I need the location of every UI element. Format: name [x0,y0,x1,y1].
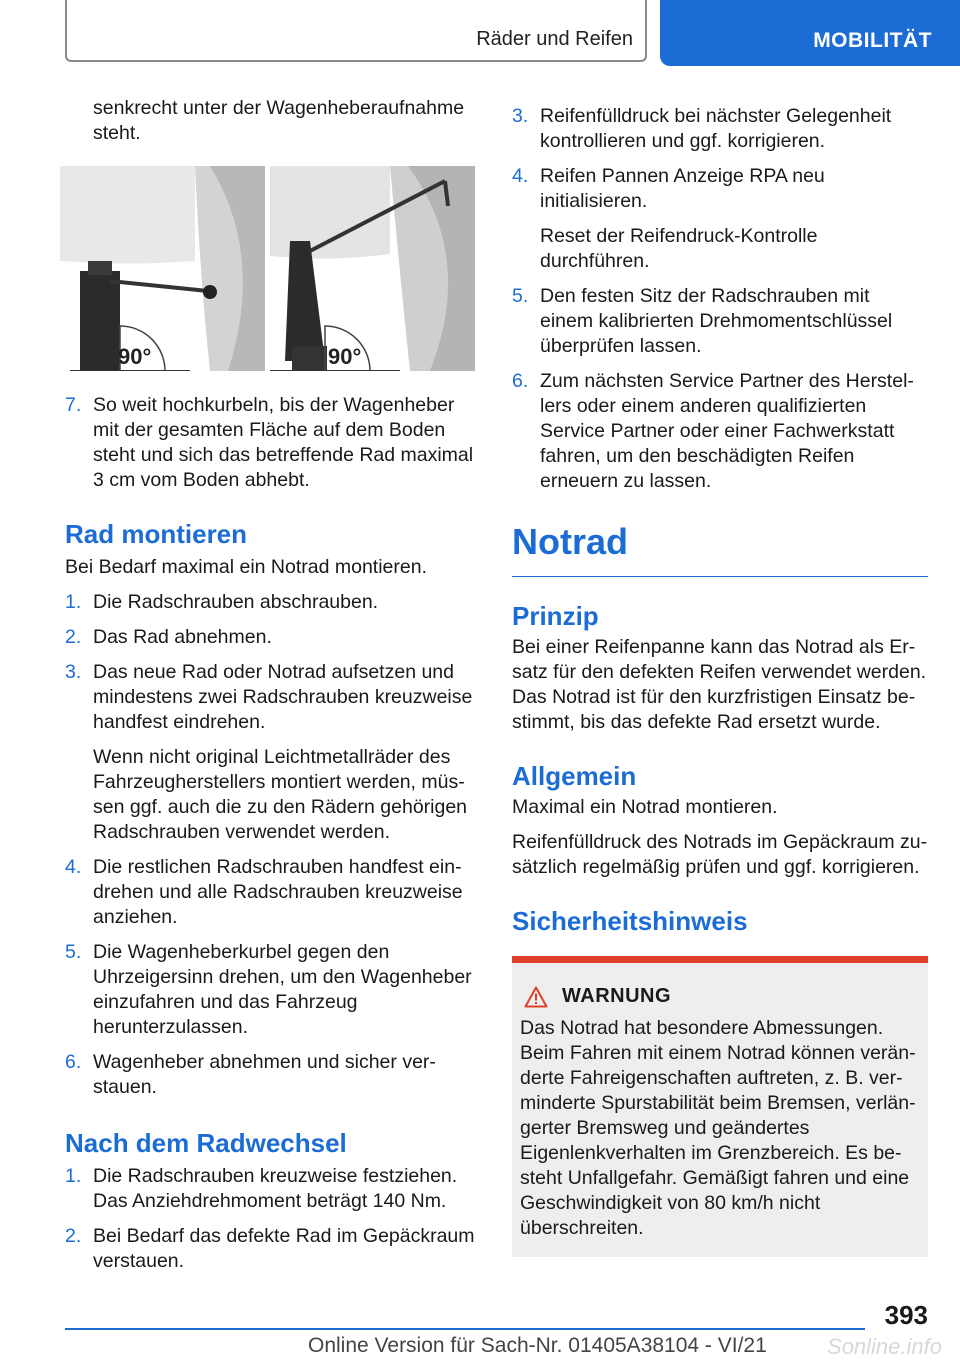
footer-text: Online Version für Sach-Nr. 01405A38104 - VI/21 [308,1334,767,1357]
list-item [65,590,480,615]
step-text: Wagenheber abnehmen und sicher verstauen. [93,1051,436,1098]
list-item [65,1224,480,1274]
step-text: Die restlichen Radschrauben handfest eindrehen und alle Radschrauben kreuzweise anziehen. [93,856,463,928]
step-text: Die Radschrauben abschrauben. [93,591,379,613]
step-number: 6. [512,370,529,392]
step-number: 4. [512,165,529,187]
prinzip-text: Bei einer Reifenpanne kann das Notrad als Ersatz für den defekten Reifen verwendet werden. Das Notrad ist für den kurzfristigen Einsatz bestimmt, bis das defekte Rad ersetzt wurde. [512,636,927,733]
list-item [65,855,480,930]
step-number: 2. [65,626,82,648]
section-heading-sicherheitshinweis: Sicherheitshinweis [512,906,748,936]
jack-panel-left [60,166,265,371]
step-text: Bei Bedarf das defekte Rad im Gepäckraum verstauen. [93,1225,475,1272]
allgemein-text-1: Maximal ein Notrad montieren. [512,796,778,818]
warning-box [512,956,928,1257]
step-number: 5. [512,285,529,307]
step-text: Die Radschrauben kreuzweise festziehen. Das Anziehdrehmoment beträgt 140 Nm. [93,1165,458,1212]
step-text: So weit hochkurbeln, bis der Wagenheber mit der gesamten Fläche auf dem Boden steht und sich das betreffende Rad maximal 3 cm vom Boden abhebt. [93,394,474,491]
section-title: Räder und Reifen [476,28,633,50]
section-heading-nach-dem-radwechsel: Nach dem Radwechsel [65,1128,347,1158]
step-number: 7. [65,394,82,416]
step-text: Das neue Rad oder Notrad aufsetzen und mindestens zwei Radschrauben kreuzweise handfest eindrehen. [93,661,473,733]
page-header [0,0,960,66]
warning-header [520,985,920,1008]
jack-figure-svg [60,166,475,371]
rad-montieren-intro: Bei Bedarf maximal ein Notrad montieren. [65,556,427,578]
list-item [65,393,480,493]
step-number: 5. [65,941,82,963]
list-item [512,369,928,494]
jack-illustration [60,166,475,371]
angle-label-left: 90° [118,344,152,369]
chapter-tab [660,0,960,66]
warning-title: WARNUNG [562,985,672,1007]
footer-divider [65,1328,865,1330]
right-column [512,96,928,1257]
step-number: 6. [65,1051,82,1073]
step-number: 1. [65,1165,82,1187]
section-tab [65,0,647,62]
step-number: 1. [65,591,82,613]
step-number: 2. [65,1225,82,1247]
list-item [512,284,928,359]
step-text: Die Wagenheberkurbel gegen den Uhrzeigersinn drehen, um den Wagenheber einzufahren und das Fahrzeug herunterzulassen. [93,941,472,1038]
intro-text: senkrecht unter der Wagenheberaufnahme steht. [93,97,465,144]
section-heading-rad-montieren: Rad montieren [65,519,248,549]
step-text: Das Rad abnehmen. [93,626,272,648]
step-number: 4. [65,856,82,878]
warning-triangle-icon [524,986,548,1008]
step-note: Reset der Reifendruck-Kontrolle durchführen. [540,225,818,272]
list-item [65,625,480,650]
step-text: Zum nächsten Service Partner des Herstellers oder einem anderen qualifizierten Service Partner oder einer Fachwerkstatt fahren, um den beschädigten Reifen erneuern zu lassen. [540,370,914,492]
list-item [512,164,928,214]
chapter-heading-notrad: Notrad [512,520,928,577]
step-number: 3. [65,661,82,683]
allgemein-text-2: Reifenfülldruck des Notrads im Gepäckraum zusätzlich regelmäßig prüfen und ggf. korrigieren. [512,831,928,878]
step-number: 3. [512,105,529,127]
list-item [65,660,480,735]
step-text: Reifen Pannen Anzeige RPA neu initialisieren. [540,165,825,212]
step-note: Wenn nicht original Leichtmetallräder des Fahrzeugherstellers montiert werden, müssen ggf. auch die zu den Rädern gehörigen Radschrauben verwendet werden. [93,746,468,843]
step-text: Den festen Sitz der Radschrauben mit einem kalibrierten Drehmomentschlüssel überprüfen lassen. [540,285,893,357]
list-item [65,1050,480,1100]
page-number: 393 [884,1300,928,1330]
left-column [65,96,480,1274]
warning-text: Das Notrad hat besondere Abmessungen. Beim Fahren mit einem Notrad können veränderte Fahreigenschaften auftreten, z. B. verminderte Spurstabilität beim Bremsen, verlängerter Bremsweg und geändertes Eigenlenkverhalten im Grenzbereich. Es besteht Unfallgefahr. Gemäßigt fahren und eine Geschwindigkeit von 80 km/h nicht überschreiten. [520,1017,916,1239]
list-item [65,940,480,1040]
chapter-title: MOBILITÄT [813,29,932,52]
list-item [65,1164,480,1214]
step-text: Reifenfülldruck bei nächster Gelegenheit kontrollieren und ggf. korrigieren. [540,105,892,152]
watermark: Sonline.info [827,1334,942,1359]
angle-label-right: 90° [328,344,362,369]
section-heading-prinzip: Prinzip [512,601,599,631]
section-heading-allgemein: Allgemein [512,761,637,791]
jack-panel-right [270,166,475,371]
list-item [512,104,928,154]
